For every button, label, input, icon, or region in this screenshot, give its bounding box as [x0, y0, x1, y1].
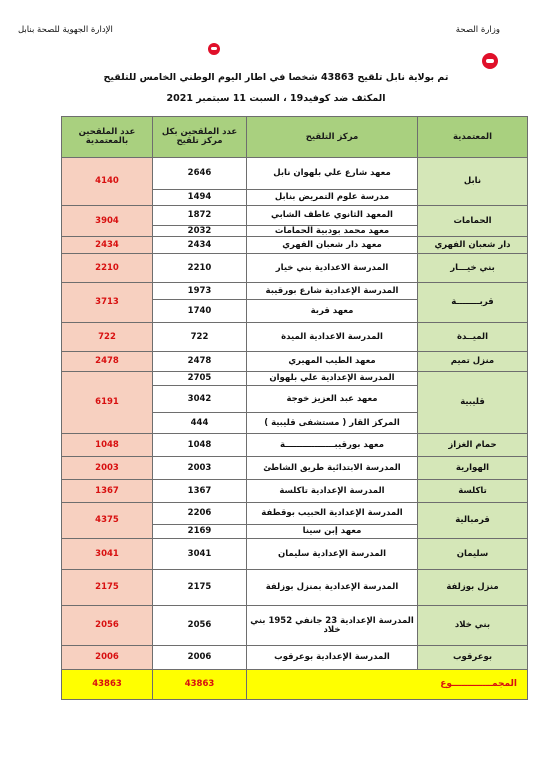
grand-total-row	[62, 670, 528, 700]
delegation-total: 1048	[62, 434, 153, 457]
document-title: تم بولاية نابل تلقيح 43863 شخصا في اطار اليوم الوطني الخامس للتلقيح	[103, 72, 449, 83]
delegation-name: منزل بوزلفة	[418, 570, 528, 606]
table-row	[62, 206, 528, 226]
delegation-total: 1367	[62, 480, 153, 503]
table-row	[62, 158, 528, 190]
center-name: معهد عبد العزيز خوجة	[247, 386, 418, 413]
center-count: 2169	[153, 525, 247, 539]
delegation-name: تاكلسة	[418, 480, 528, 503]
delegation-name: قرمبالية	[418, 503, 528, 539]
table-row	[62, 283, 528, 300]
center-count: 2434	[153, 237, 247, 254]
center-name: معهد دار شعبان الفهري	[247, 237, 418, 254]
delegation-name: دار شعبان الفهري	[418, 237, 528, 254]
table-row	[62, 237, 528, 254]
center-count: 2056	[153, 606, 247, 646]
table-header-row	[62, 117, 528, 158]
center-name: المدرسة الإعدادية سليمان	[247, 539, 418, 570]
center-count: 3041	[153, 539, 247, 570]
center-name: معهد محمد بودبية الحمامات	[247, 226, 418, 237]
delegation-name: منزل تميم	[418, 352, 528, 372]
delegation-name: بوعرقوب	[418, 646, 528, 670]
center-count: 1048	[153, 434, 247, 457]
delegation-total: 2434	[62, 237, 153, 254]
center-name: المدرسة الإعدادية تاكلسة	[247, 480, 418, 503]
ministry-label: وزارة الصحة	[455, 25, 500, 35]
delegation-name: بني خلاد	[418, 606, 528, 646]
center-name: المركز القار ( مستشفى قليبية )	[247, 413, 418, 434]
center-count: 2003	[153, 457, 247, 480]
delegation-name: نابل	[418, 158, 528, 206]
center-count: 2646	[153, 158, 247, 190]
center-name: معهد الطيب المهيري	[247, 352, 418, 372]
delegation-name: الهوارية	[418, 457, 528, 480]
table-row	[62, 254, 528, 283]
center-count: 1973	[153, 283, 247, 300]
delegation-total: 2210	[62, 254, 153, 283]
center-count: 1872	[153, 206, 247, 226]
delegation-name: الحمامات	[418, 206, 528, 237]
delegation-total: 2056	[62, 606, 153, 646]
delegation-name: الميــدة	[418, 323, 528, 352]
delegation-name: حمام الغزاز	[418, 434, 528, 457]
grand-total-delegations: 43863	[62, 670, 153, 700]
center-count: 2705	[153, 372, 247, 386]
center-count: 2206	[153, 503, 247, 525]
table-row	[62, 539, 528, 570]
table-row	[62, 606, 528, 646]
center-count: 2210	[153, 254, 247, 283]
delegation-name: بني خيـــار	[418, 254, 528, 283]
delegation-name: سليمان	[418, 539, 528, 570]
center-count: 2478	[153, 352, 247, 372]
center-name: المدرسة الإعدادية الحبيب بوقطفة	[247, 503, 418, 525]
delegation-total: 3041	[62, 539, 153, 570]
delegation-total: 2175	[62, 570, 153, 606]
delegation-total: 6191	[62, 372, 153, 434]
center-name: المدرسة الاعدادية بني خيار	[247, 254, 418, 283]
center-count: 1740	[153, 300, 247, 323]
center-count: 1367	[153, 480, 247, 503]
delegation-name: قربــــــــة	[418, 283, 528, 323]
delegation-total: 2006	[62, 646, 153, 670]
table-row	[62, 434, 528, 457]
center-count: 2006	[153, 646, 247, 670]
table-row	[62, 646, 528, 670]
center-count: 444	[153, 413, 247, 434]
table-row	[62, 372, 528, 386]
center-name: مدرسة علوم التمريض بنابل	[247, 190, 418, 206]
delegation-total: 722	[62, 323, 153, 352]
table-row	[62, 480, 528, 503]
center-name: المعهد الثانوي عاطف الشابي	[247, 206, 418, 226]
center-name: المدرسة الابتدائية طريق الشاطئ	[247, 457, 418, 480]
vaccination-table	[61, 116, 528, 700]
table-row	[62, 323, 528, 352]
center-name: المدرسة الإعدادية بمنزل بوزلفة	[247, 570, 418, 606]
delegation-total: 4140	[62, 158, 153, 206]
delegation-total: 4375	[62, 503, 153, 539]
table-row	[62, 352, 528, 372]
delegation-total: 3713	[62, 283, 153, 323]
ministry-logo-icon	[208, 43, 220, 55]
center-count: 1494	[153, 190, 247, 206]
document-subtitle: المكثف ضد كوفيد19 ، السبت 11 سبتمبر 2021	[166, 93, 386, 104]
delegation-total: 2003	[62, 457, 153, 480]
delegation-total: 3904	[62, 206, 153, 237]
grand-total-centers: 43863	[153, 670, 247, 700]
table-row	[62, 503, 528, 525]
header-total: عدد الملقحين بالمعتمدية	[62, 117, 153, 158]
header-center: مركز التلقيح	[247, 117, 418, 158]
center-name: معهد إبن سينا	[247, 525, 418, 539]
regional-directorate-label: الإدارة الجهوية للصحة بنابل	[18, 25, 113, 35]
center-name: معهد قربة	[247, 300, 418, 323]
table-row	[62, 570, 528, 606]
center-count: 3042	[153, 386, 247, 413]
center-count: 722	[153, 323, 247, 352]
center-count: 2032	[153, 226, 247, 237]
header-count: عدد الملقحين بكل مركز تلقيح	[153, 117, 247, 158]
delegation-total: 2478	[62, 352, 153, 372]
center-name: المدرسة الإعدادية شارع بورقيبة	[247, 283, 418, 300]
header-delegation: المعتمدية	[418, 117, 528, 158]
center-count: 2175	[153, 570, 247, 606]
center-name: المدرسة الإعدادية 23 جانفي 1952 بني خلاد	[247, 606, 418, 646]
center-name: المدرسة الإعدادية علي بلهوان	[247, 372, 418, 386]
delegation-name: قليبية	[418, 372, 528, 434]
center-name: معهد شارع علي بلهوان نابل	[247, 158, 418, 190]
center-name: معهد بورقيبـــــــــــــــــة	[247, 434, 418, 457]
table-row	[62, 457, 528, 480]
center-name: المدرسة الاعدادية الميدة	[247, 323, 418, 352]
ministry-logo-icon	[482, 53, 498, 69]
center-name: المدرسة الإعدادية بوعرقوب	[247, 646, 418, 670]
grand-total-label: المجمـــــــــــــوع	[247, 670, 528, 700]
